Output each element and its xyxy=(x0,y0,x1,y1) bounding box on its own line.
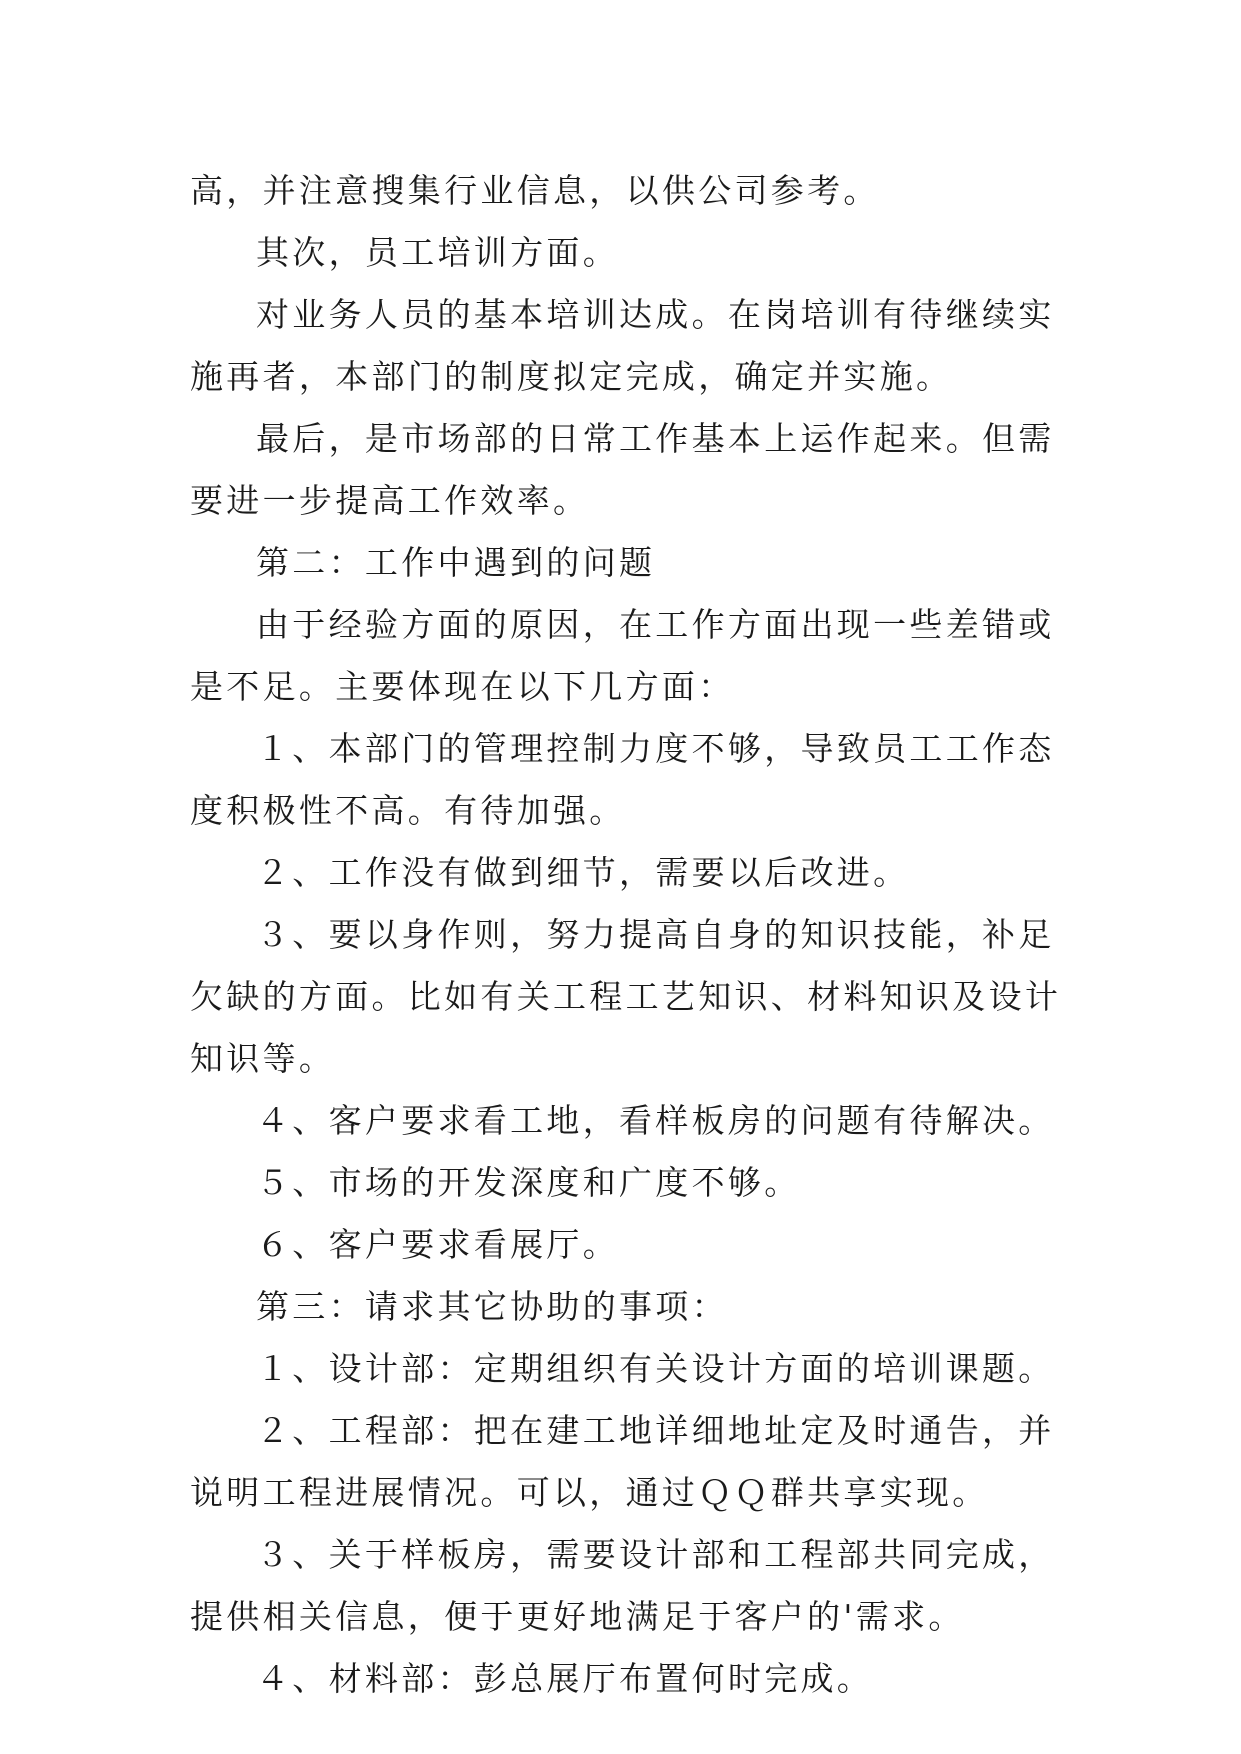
list-item: ２、工作没有做到细节，需要以后改进。 xyxy=(256,853,910,892)
section-heading: 第三：请求其它协助的事项： xyxy=(256,1287,728,1326)
list-item: ３、要以身作则，努力提高自身的知识技能，补足欠缺的方面。比如有关工程工艺知识、材料知识及设计知识等。 xyxy=(190,915,1062,1078)
list-item: ４、材料部：彭总展厅布置何时完成。 xyxy=(256,1659,874,1698)
paragraph: 其次，员工培训方面。 xyxy=(256,233,619,272)
list-item: ５、市场的开发深度和广度不够。 xyxy=(256,1163,801,1202)
list-item: ２、工程部：把在建工地详细地址定及时通告，并说明工程进展情况。可以，通过ＱＱ群共享实现。 xyxy=(190,1411,1055,1512)
list-item: ６、客户要求看展厅。 xyxy=(256,1225,619,1264)
section-heading: 第二：工作中遇到的问题 xyxy=(256,543,656,582)
list-item: ３、关于样板房，需要设计部和工程部共同完成，提供相关信息，便于更好地满足于客户的'需求。 xyxy=(190,1535,1055,1636)
paragraph: 由于经验方面的原因，在工作方面出现一些差错或是不足。主要体现在以下几方面： xyxy=(190,605,1055,706)
paragraph: 最后，是市场部的日常工作基本上运作起来。但需要进一步提高工作效率。 xyxy=(190,419,1055,520)
list-item: １、设计部：定期组织有关设计方面的培训课题。 xyxy=(256,1349,1055,1388)
paragraph: 高，并注意搜集行业信息，以供公司参考。 xyxy=(190,171,880,210)
document-body xyxy=(190,160,1070,1710)
paragraph: 对业务人员的基本培训达成。在岗培训有待继续实施再者，本部门的制度拟定完成，确定并实施。 xyxy=(190,295,1055,396)
list-item: ４、客户要求看工地，看样板房的问题有待解决。 xyxy=(256,1101,1055,1140)
list-item: １、本部门的管理控制力度不够，导致员工工作态度积极性不高。有待加强。 xyxy=(190,729,1055,830)
